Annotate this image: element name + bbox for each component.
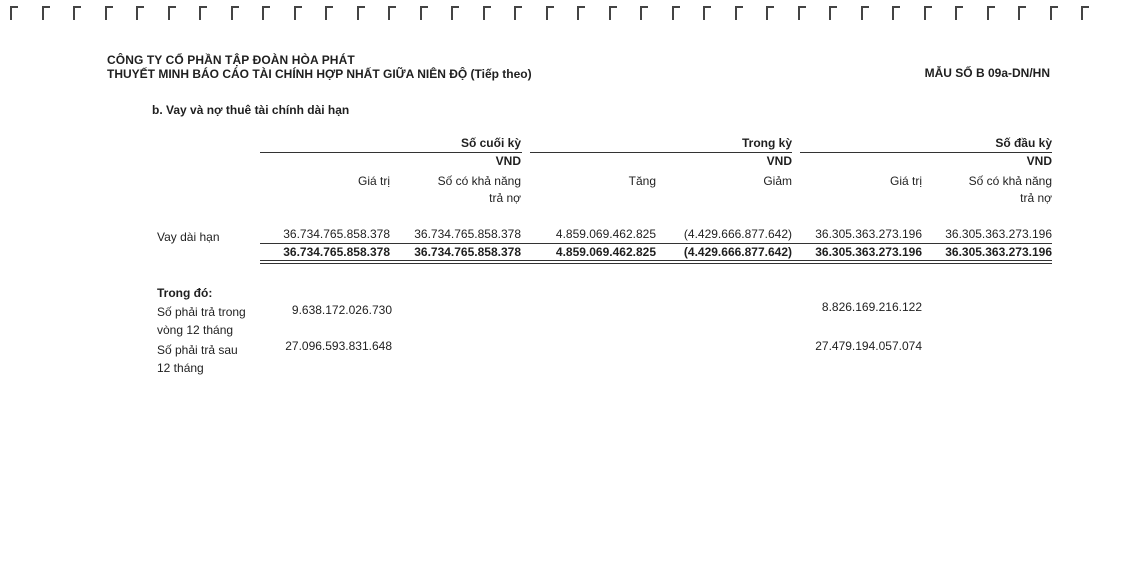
- within-12m-label-2: vòng 12 tháng: [157, 323, 234, 337]
- total-double-rule: [260, 260, 1052, 264]
- row-label-long-term-loans: Vay dài hạn: [157, 230, 220, 244]
- within-12m-opening: 8.826.169.216.122: [821, 300, 922, 314]
- within-12m-label-1: Số phải trả trong: [157, 305, 246, 319]
- binding-mark: [892, 6, 902, 20]
- group-rule-opening: [800, 152, 1052, 153]
- binding-mark: [861, 6, 871, 20]
- binding-mark: [388, 6, 398, 20]
- group-rule-closing: [260, 152, 522, 153]
- binding-mark: [483, 6, 493, 20]
- col-closing-repayable-2: trả nợ: [489, 191, 521, 205]
- total-opening-value: 36.305.363.273.196: [815, 245, 922, 259]
- binding-mark: [514, 6, 524, 20]
- section-title: b. Vay và nợ thuê tài chính dài hạn: [152, 103, 350, 117]
- binding-mark: [735, 6, 745, 20]
- col-opening-repayable-2: trả nợ: [1020, 191, 1052, 205]
- document-title: THUYẾT MINH BÁO CÁO TÀI CHÍNH HỢP NHẤT GIỮA NIÊN ĐỘ (Tiếp theo): [107, 67, 532, 81]
- binding-mark: [766, 6, 776, 20]
- total-closing-repayable: 36.734.765.858.378: [414, 245, 521, 259]
- binding-mark: [1081, 6, 1091, 20]
- group-header-period: Trong kỳ: [741, 136, 792, 150]
- total-opening-repayable: 36.305.363.273.196: [945, 245, 1052, 259]
- group-header-opening: Số đầu kỳ: [995, 136, 1052, 150]
- currency-closing: VND: [495, 154, 521, 168]
- binding-mark: [199, 6, 209, 20]
- total-decrease: (4.429.666.877.642): [683, 245, 792, 259]
- binding-mark: [451, 6, 461, 20]
- total-increase: 4.859.069.462.825: [555, 245, 656, 259]
- cell-increase: 4.859.069.462.825: [555, 227, 656, 241]
- binding-mark: [168, 6, 178, 20]
- binding-mark: [294, 6, 304, 20]
- col-opening-repayable-1: Số có khả năng: [968, 174, 1052, 188]
- total-closing-value: 36.734.765.858.378: [283, 245, 390, 259]
- binding-mark: [10, 6, 20, 20]
- binding-mark: [357, 6, 367, 20]
- after-12m-label-1: Số phải trả sau: [157, 343, 238, 357]
- within-12m-closing: 9.638.172.026.730: [291, 303, 392, 317]
- col-closing-value: Giá trị: [357, 174, 390, 188]
- binding-mark: [1018, 6, 1028, 20]
- col-opening-value: Giá trị: [889, 174, 922, 188]
- binding-mark: [42, 6, 52, 20]
- cell-decrease: (4.429.666.877.642): [683, 227, 792, 241]
- form-number: MẪU SỐ B 09a-DN/HN: [924, 66, 1050, 80]
- cell-opening-value: 36.305.363.273.196: [815, 227, 922, 241]
- binding-mark: [829, 6, 839, 20]
- binding-mark: [1050, 6, 1060, 20]
- binding-mark: [546, 6, 556, 20]
- binding-marks: [0, 0, 1123, 26]
- currency-opening: VND: [1026, 154, 1052, 168]
- binding-mark: [231, 6, 241, 20]
- binding-mark: [924, 6, 934, 20]
- total-top-rule: [260, 243, 1052, 244]
- binding-mark: [955, 6, 965, 20]
- company-name: CÔNG TY CỔ PHẦN TẬP ĐOÀN HÒA PHÁT: [107, 53, 355, 67]
- binding-mark: [703, 6, 713, 20]
- col-decrease: Giảm: [763, 174, 792, 188]
- binding-mark: [609, 6, 619, 20]
- binding-mark: [105, 6, 115, 20]
- binding-mark: [420, 6, 430, 20]
- cell-closing-repayable: 36.734.765.858.378: [414, 227, 521, 241]
- binding-mark: [136, 6, 146, 20]
- cell-closing-value: 36.734.765.858.378: [283, 227, 390, 241]
- binding-mark: [798, 6, 808, 20]
- cell-opening-repayable: 36.305.363.273.196: [945, 227, 1052, 241]
- col-closing-repayable-1: Số có khả năng: [437, 174, 521, 188]
- after-12m-opening: 27.479.194.057.074: [815, 339, 922, 353]
- binding-mark: [73, 6, 83, 20]
- after-12m-label-2: 12 tháng: [157, 361, 204, 375]
- group-rule-period: [530, 152, 792, 153]
- col-increase: Tăng: [628, 174, 656, 188]
- binding-mark: [672, 6, 682, 20]
- currency-period: VND: [766, 154, 792, 168]
- binding-mark: [640, 6, 650, 20]
- group-header-closing: Số cuối kỳ: [460, 136, 521, 150]
- binding-mark: [577, 6, 587, 20]
- binding-mark: [325, 6, 335, 20]
- after-12m-closing: 27.096.593.831.648: [285, 339, 392, 353]
- binding-mark: [262, 6, 272, 20]
- breakdown-heading: Trong đó:: [157, 286, 213, 300]
- binding-mark: [987, 6, 997, 20]
